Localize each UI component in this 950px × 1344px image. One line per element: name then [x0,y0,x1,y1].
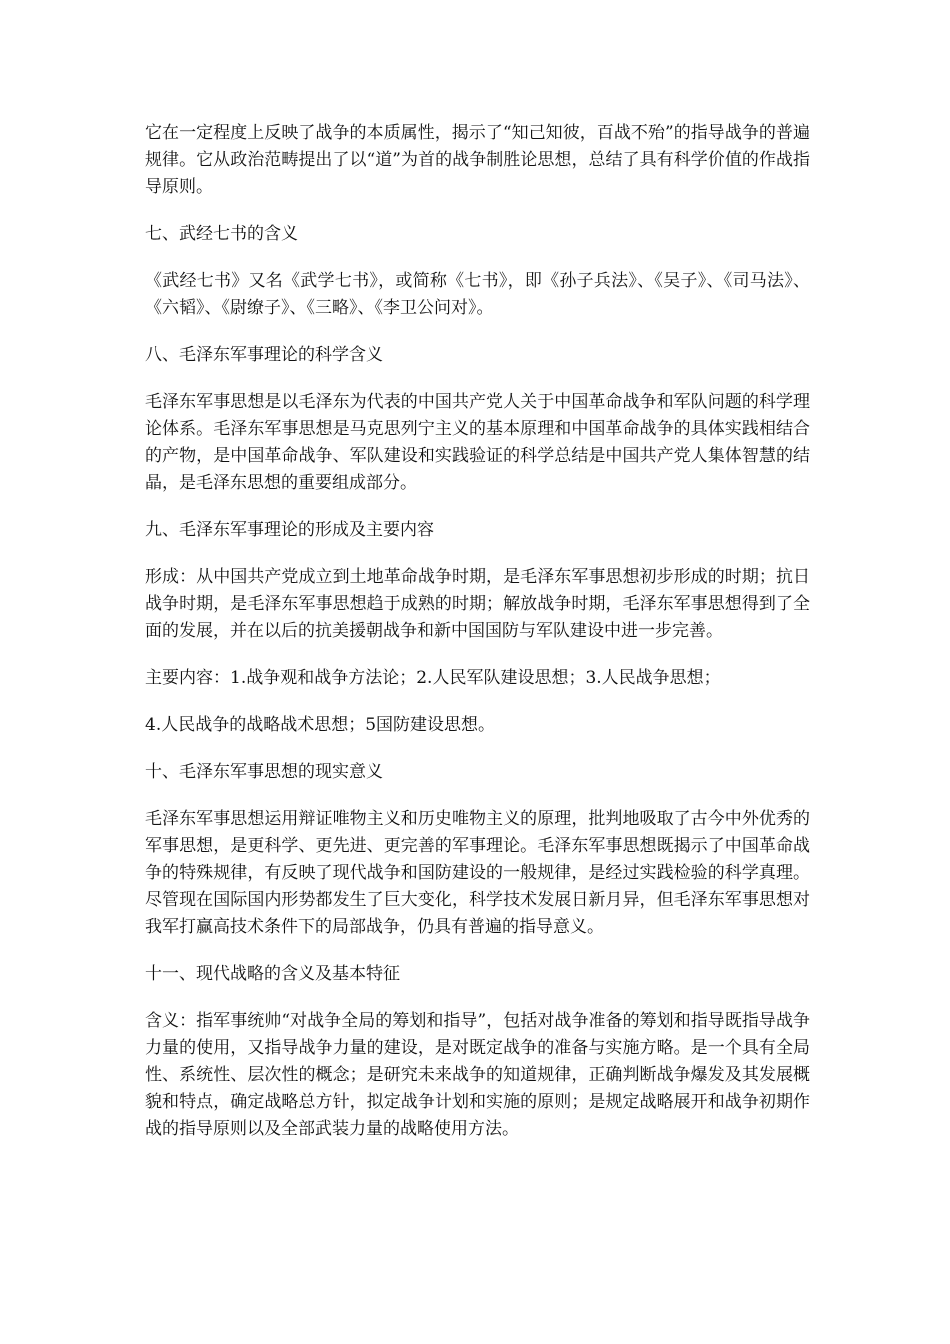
paragraph: 含义：指军事统帅“对战争全局的筹划和指导”，包括对战争准备的筹划和指导既指导战争力量的使用，又指导战争力量的建设，是对既定战争的准备与实施方略。是一个具有全局性、系统性、层次性的概念；是研究未来战争的知道规律，正确判断战争爆发及其发展概貌和特点，确定战略总方针，拟定战争计划和实施的原则；是规定战略展开和战争初期作战的指导原则以及全部武装力量的战略使用方法。 [145,1011,810,1139]
paragraph: 4.人民战争的战略战术思想；5国防建设思想。 [145,715,496,735]
paragraph: 它在一定程度上反映了战争的本质属性，揭示了“知己知彼，百战不殆”的指导战争的普遍规律。它从政治范畴提出了以“道”为首的战争制胜论思想，总结了具有科学价值的作战指导原则。 [145,123,810,197]
section-heading: 十、毛泽东军事思想的现实意义 [145,762,383,782]
section-heading: 八、毛泽东军事理论的科学含义 [145,345,383,365]
section-heading: 九、毛泽东军事理论的形成及主要内容 [145,520,434,540]
section-heading: 十一、现代战略的含义及基本特征 [145,964,400,984]
document-page [145,120,810,1163]
paragraph: 《武经七书》又名《武学七书》，或简称《七书》，即《孙子兵法》、《吴子》、《司马法》、《六韬》、《尉缭子》、《三略》、《李卫公问对》。 [145,271,810,318]
paragraph: 毛泽东军事思想是以毛泽东为代表的中国共产党人关于中国革命战争和军队问题的科学理论体系。毛泽东军事思想是马克思列宁主义的基本原理和中国革命战争的具体实践相结合的产物，是中国革命战争、军队建设和实践验证的科学总结是中国共产党人集体智慧的结晶，是毛泽东思想的重要组成部分。 [145,392,810,493]
paragraph: 主要内容：1.战争观和战争方法论；2.人民军队建设思想；3.人民战争思想； [145,668,721,688]
paragraph: 毛泽东军事思想运用辩证唯物主义和历史唯物主义的原理，批判地吸取了古今中外优秀的军事思想，是更科学、更先进、更完善的军事理论。毛泽东军事思想既揭示了中国革命战争的特殊规律，有反映了现代战争和国防建设的一般规律，是经过实践检验的科学真理。尽管现在国际国内形势都发生了巨大变化，科学技术发展日新月异，但毛泽东军事思想对我军打赢高技术条件下的局部战争，仍具有普遍的指导意义。 [145,809,810,937]
section-heading: 七、武经七书的含义 [145,224,298,244]
paragraph: 形成：从中国共产党成立到土地革命战争时期，是毛泽东军事思想初步形成的时期；抗日战争时期，是毛泽东军事思想趋于成熟的时期；解放战争时期，毛泽东军事思想得到了全面的发展，并在以后的抗美援朝战争和新中国国防与军队建设中进一步完善。 [145,567,810,641]
